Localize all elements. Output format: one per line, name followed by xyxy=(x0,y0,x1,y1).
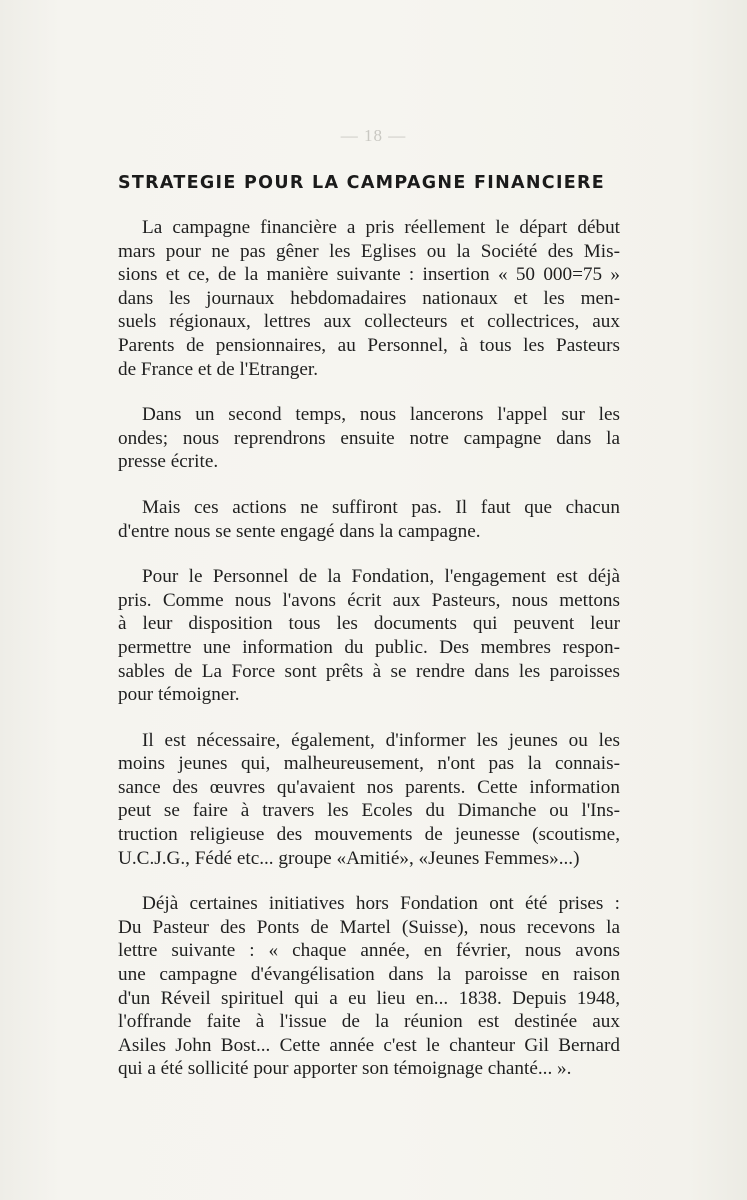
body-text xyxy=(118,216,620,1103)
text-line: sance des œuvres qu'avaient nos parents. Cette information xyxy=(118,776,620,798)
text-line: suels régionaux, lettres aux collecteurs et collectrices, aux xyxy=(118,311,620,333)
text-line: Dans un second temps, nous lancerons l'appel sur les xyxy=(142,404,620,426)
text-line: lettre suivante : « chaque année, en février, nous avons xyxy=(118,940,620,962)
text-line: Déjà certaines initiatives hors Fondation ont été prises : xyxy=(142,893,620,915)
text-line: pour témoigner. xyxy=(118,684,240,706)
paragraph-1 xyxy=(118,216,620,381)
text-line: sions et ce, de la manière suivante : insertion « 50 000=75 » xyxy=(118,264,620,286)
page-number: — 18 — xyxy=(340,126,407,145)
text-line: truction religieuse des mouvements de jeunesse (scoutisme, xyxy=(118,824,620,846)
page-title: STRATEGIE POUR LA CAMPAGNE FINANCIERE xyxy=(118,173,606,193)
text-line: permettre une information du public. Des membres respon- xyxy=(118,636,620,658)
text-line: dans les journaux hebdomadaires nationaux et les men- xyxy=(118,287,620,309)
text-line: qui a été sollicité pour apporter son témoignage chanté... ». xyxy=(118,1058,572,1080)
text-line: mars pour ne pas gêner les Eglises ou la Société des Mis- xyxy=(118,240,620,262)
text-line: Mais ces actions ne suffiront pas. Il faut que chacun xyxy=(142,496,620,518)
text-line: Pour le Personnel de la Fondation, l'engagement est déjà xyxy=(142,566,620,588)
text-line: Parents de pensionnaires, au Personnel, à tous les Pasteurs xyxy=(118,334,620,356)
text-line: U.C.J.G., Fédé etc... groupe «Amitié», «Jeunes Femmes»...) xyxy=(118,847,580,869)
text-line: Du Pasteur des Ponts de Martel (Suisse), nous recevons la xyxy=(118,916,620,938)
paragraph-6 xyxy=(118,892,620,1081)
text-line: La campagne financière a pris réellement le départ début xyxy=(142,217,620,238)
text-line: Il est nécessaire, également, d'informer les jeunes ou les xyxy=(142,729,620,751)
text-line: d'un Réveil spirituel qui a eu lieu en... 1838. Depuis 1948, xyxy=(118,987,620,1009)
text-line: pris. Comme nous l'avons écrit aux Pasteurs, nous mettons xyxy=(118,589,620,611)
text-line: peut se faire à travers les Ecoles du Dimanche ou l'Ins- xyxy=(118,800,620,822)
paragraph-3 xyxy=(118,496,620,543)
text-line: l'offrande faite à l'issue de la réunion est destinée aux xyxy=(118,1011,620,1033)
text-line: à leur disposition tous les documents qui peuvent leur xyxy=(118,613,620,635)
paragraph-4 xyxy=(118,565,620,707)
text-line: presse écrite. xyxy=(118,451,219,473)
text-line: sables de La Force sont prêts à se rendre dans les paroisses xyxy=(118,660,620,682)
text-line: moins jeunes qui, malheureusement, n'ont pas la connais- xyxy=(118,753,620,775)
text-line: de France et de l'Etranger. xyxy=(118,358,319,380)
paragraph-5 xyxy=(118,729,620,871)
text-line: ondes; nous reprendrons ensuite notre campagne dans la xyxy=(118,427,620,449)
text-line: une campagne d'évangélisation dans la paroisse en raison xyxy=(118,964,620,986)
text-line: d'entre nous se sente engagé dans la campagne. xyxy=(118,520,481,542)
paragraph-2 xyxy=(118,403,620,474)
text-line: Asiles John Bost... Cette année c'est le chanteur Gil Bernard xyxy=(118,1034,620,1056)
